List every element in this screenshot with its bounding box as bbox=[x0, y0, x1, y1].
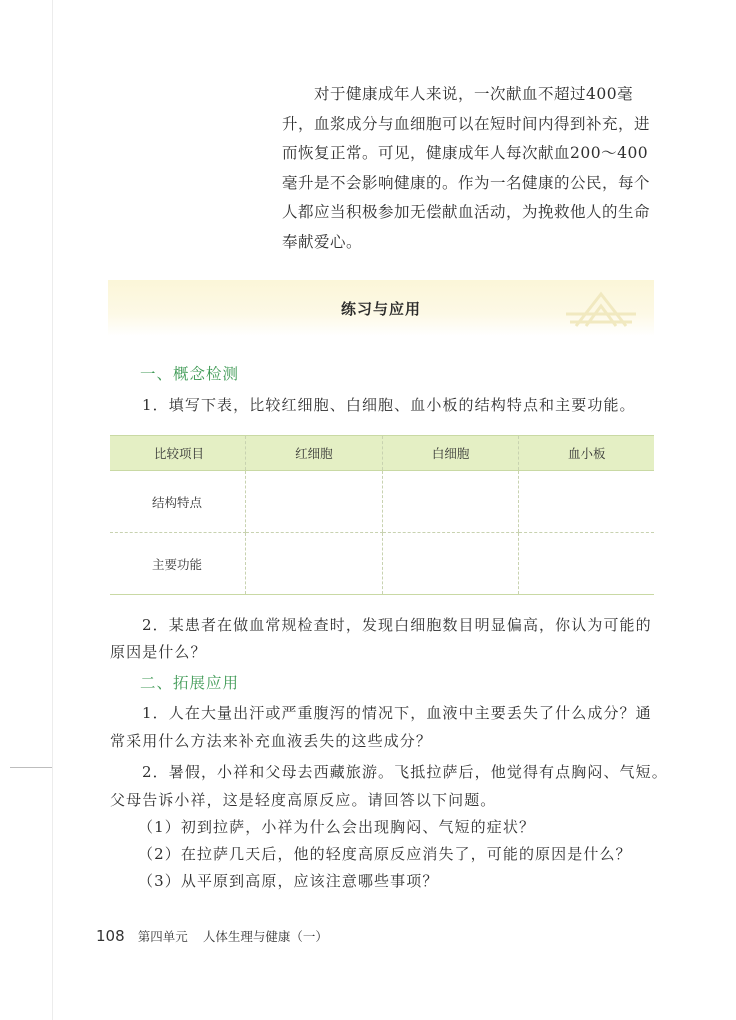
answer-cell[interactable] bbox=[382, 533, 519, 595]
table-header-cell: 红细胞 bbox=[246, 436, 383, 471]
unit-label: 第四单元 bbox=[137, 929, 188, 944]
section-heading-extended-application: 二、拓展应用 bbox=[140, 674, 240, 692]
table-row bbox=[110, 471, 654, 533]
practice-banner bbox=[108, 280, 654, 336]
table-header-row bbox=[110, 436, 654, 471]
answer-cell[interactable] bbox=[246, 533, 383, 595]
answer-cell[interactable] bbox=[382, 471, 519, 533]
sub-question: （1）初到拉萨，小祥为什么会出现胸闷、气短的症状？ bbox=[138, 818, 536, 836]
chapter-title: 人体生理与健康（一） bbox=[202, 929, 328, 944]
question-text: 原因是什么？ bbox=[110, 643, 207, 661]
intro-line: 对于健康成年人来说，一次献血不超过400毫 bbox=[314, 85, 634, 103]
intro-paragraph bbox=[282, 80, 662, 257]
section-heading-concept-check: 一、概念检测 bbox=[140, 365, 240, 383]
table-header-cell: 比较项目 bbox=[110, 436, 246, 471]
question-text: 常采用什么方法来补充血液丢失的这些成分？ bbox=[110, 732, 433, 750]
table-header-cell: 白细胞 bbox=[382, 436, 519, 471]
comparison-table bbox=[110, 435, 654, 595]
intro-line: 而恢复正常。可见，健康成年人每次献血200～400 bbox=[282, 144, 649, 162]
page-number: 108 bbox=[96, 927, 125, 945]
question-text: 1．人在大量出汗或严重腹泻的情况下，血液中主要丢失了什么成分？通 bbox=[142, 704, 652, 722]
question-text: 2．某患者在做血常规检查时，发现白细胞数目明显偏高，你认为可能的 bbox=[142, 616, 652, 634]
practice-title: 练习与应用 bbox=[340, 300, 421, 318]
sub-question: （3）从平原到高原，应该注意哪些事项？ bbox=[138, 872, 439, 890]
intro-line: 升，血浆成分与血细胞可以在短时间内得到补充，进 bbox=[282, 114, 651, 133]
answer-cell[interactable] bbox=[519, 533, 654, 595]
page-gutter-line bbox=[52, 0, 53, 1020]
answer-cell[interactable] bbox=[246, 471, 383, 533]
question-text: 父母告诉小祥，这是轻度高原反应。请回答以下问题。 bbox=[110, 791, 497, 809]
intro-line: 奉献爱心。 bbox=[282, 232, 363, 251]
row-label: 结构特点 bbox=[110, 471, 246, 533]
table-header-cell: 血小板 bbox=[519, 436, 654, 471]
margin-tick-mark bbox=[10, 767, 52, 768]
table-row bbox=[110, 533, 654, 595]
row-label: 主要功能 bbox=[110, 533, 246, 595]
sub-question: （2）在拉萨几天后，他的轻度高原反应消失了，可能的原因是什么？ bbox=[138, 845, 632, 863]
question-text: 1．填写下表，比较红细胞、白细胞、血小板的结构特点和主要功能。 bbox=[142, 396, 636, 414]
answer-cell[interactable] bbox=[519, 471, 654, 533]
question-text: 2．暑假，小祥和父母去西藏旅游。飞抵拉萨后，他觉得有点胸闷、气短。 bbox=[142, 763, 668, 781]
intro-line: 毫升是不会影响健康的。作为一名健康的公民，每个 bbox=[282, 173, 651, 192]
page-footer bbox=[96, 926, 328, 945]
intro-line: 人都应当积极参加无偿献血活动，为挽救他人的生命 bbox=[282, 203, 651, 221]
